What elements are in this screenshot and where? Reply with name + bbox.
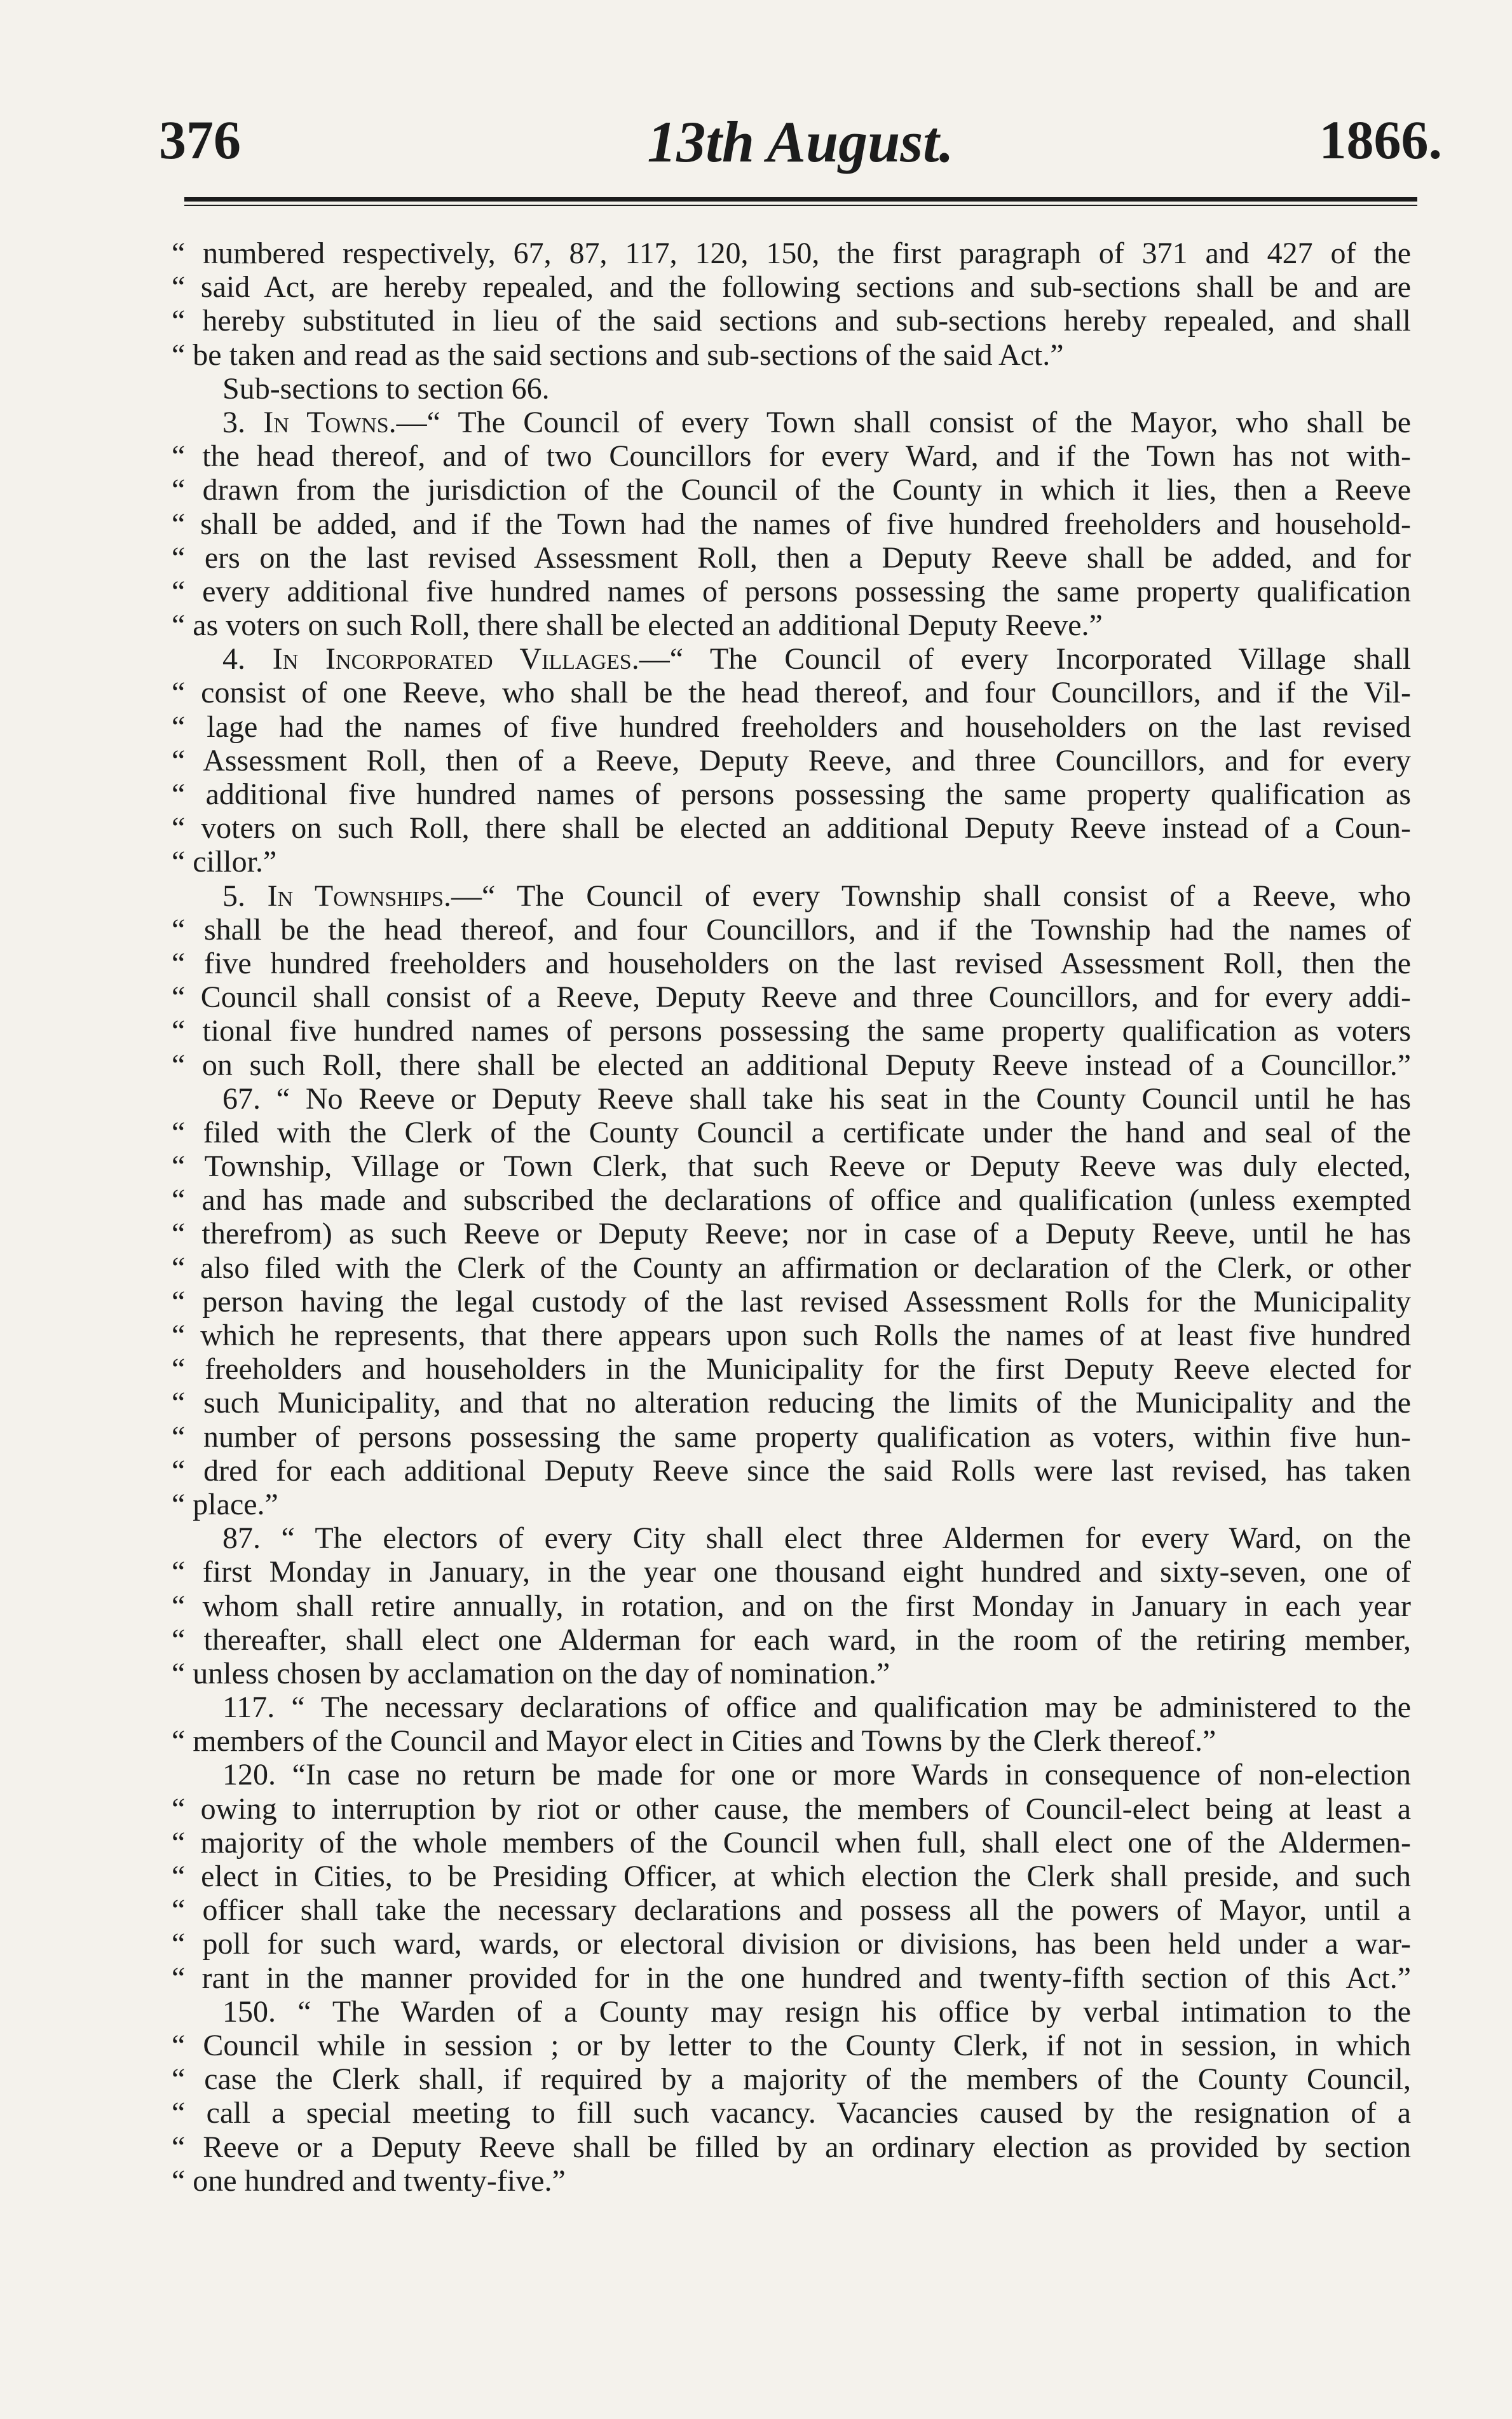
line-text: “ dred for each additional Deputy Reeve since the said Rolls were last revised, has taken xyxy=(172,1453,1411,1488)
header-rule-thin xyxy=(184,205,1417,206)
line-text: .—“ The Council of every Town shall consist of the Mayor, who shall be xyxy=(388,405,1412,439)
text-line xyxy=(172,1285,1411,1319)
page-year: 1866. xyxy=(1319,109,1442,170)
header-rule xyxy=(184,197,1417,202)
line-text: “ tional five hundred names of persons possessing the same property qualification as voters xyxy=(172,1014,1411,1048)
line-text: 117. “ The necessary declarations of office and qualification may be administered to the xyxy=(222,1690,1411,1725)
text-line xyxy=(172,1995,1411,2029)
line-text: “ one hundred and twenty-five.” xyxy=(172,2163,566,2198)
line-text: “ freeholders and householders in the Municipality for the first Deputy Reeve elected for xyxy=(172,1352,1411,1387)
text-line xyxy=(172,913,1411,947)
line-text: “ whom shall retire annually, in rotation, and on the first Monday in January in each year xyxy=(172,1589,1411,1623)
text-line xyxy=(172,270,1411,304)
line-text: “ Council while in session ; or by letter to the County Clerk, if not in session, in which xyxy=(172,2028,1411,2062)
text-line xyxy=(172,845,1411,879)
text-line xyxy=(172,1521,1411,1555)
line-text: “ lage had the names of five hundred freeholders and householders on the last revised xyxy=(172,709,1411,744)
text-line xyxy=(172,372,1411,406)
text-line xyxy=(172,642,1411,676)
text-line xyxy=(172,879,1411,913)
line-text: 87. “ The electors of every City shall elect three Aldermen for every Ward, on the xyxy=(222,1521,1411,1556)
text-line xyxy=(172,1217,1411,1251)
line-text: “ five hundred freeholders and householders on the last revised Assessment Roll, then the xyxy=(172,946,1411,980)
text-line xyxy=(172,541,1411,575)
text-line xyxy=(172,1420,1411,1454)
text-line xyxy=(172,338,1411,372)
section-heading: In Towns xyxy=(263,405,389,439)
text-line xyxy=(172,1690,1411,1724)
text-line xyxy=(172,2062,1411,2096)
line-text: “ and has made and subscribed the declarations of office and qualification (unless exempted xyxy=(172,1183,1411,1217)
text-line xyxy=(172,1183,1411,1217)
line-text: “ which he represents, that there appears upon such Rolls the names of at least five hundred xyxy=(172,1319,1411,1352)
line-text: “ first Monday in January, in the year one thousand eight hundred and sixty-seven, one of xyxy=(172,1555,1411,1589)
text-line xyxy=(172,778,1411,811)
line-text: “ poll for such ward, wards, or electoral division or divisions, has been held under a war- xyxy=(172,1927,1411,1961)
text-line xyxy=(172,2096,1411,2130)
line-text: “ Assessment Roll, then of a Reeve, Deputy Reeve, and three Councillors, and for every xyxy=(172,743,1411,778)
line-text: “ thereafter, shall elect one Alderman for each ward, in the room of the retiring member, xyxy=(172,1622,1411,1657)
text-line xyxy=(172,1555,1411,1589)
text-line xyxy=(172,1961,1411,1995)
text-line xyxy=(172,2029,1411,2062)
line-text: “ every additional five hundred names of persons possessing the same property qualification xyxy=(172,574,1411,608)
text-line xyxy=(172,575,1411,608)
text-line xyxy=(172,1352,1411,1386)
section-heading: In Townships xyxy=(267,879,444,913)
line-text: “ Council shall consist of a Reeve, Deputy Reeve and three Councillors, and for every addi- xyxy=(172,980,1411,1015)
text-line xyxy=(172,1488,1411,1521)
line-text: “ person having the legal custody of the last revised Assessment Rolls for the Municipality xyxy=(172,1284,1411,1319)
text-line xyxy=(172,1589,1411,1623)
text-line xyxy=(172,1623,1411,1657)
line-text: “ such Municipality, and that no alteration reducing the limits of the Municipality and the xyxy=(172,1386,1411,1420)
page-number: 376 xyxy=(159,109,241,170)
text-line xyxy=(172,1319,1411,1352)
text-line xyxy=(172,947,1411,980)
line-text: “ hereby substituted in lieu of the said sections and sub-sections hereby repealed, and shall xyxy=(172,304,1411,338)
text-line xyxy=(172,2130,1411,2164)
line-text: “ consist of one Reeve, who shall be the head thereof, and four Councillors, and if the Vil- xyxy=(172,676,1411,710)
text-line xyxy=(172,1893,1411,1927)
line-text: “ numbered respectively, 67, 87, 117, 120, 150, the first paragraph of 371 and 427 of the xyxy=(172,236,1411,270)
line-text: “ rant in the manner provided for in the one hundred and twenty-fifth section of this Act.” xyxy=(172,1961,1411,1995)
line-text: “ shall be the head thereof, and four Councillors, and if the Township had the names of xyxy=(172,912,1411,947)
line-text: “ ers on the last revised Assessment Roll, then a Deputy Reeve shall be added, and for xyxy=(172,540,1411,575)
line-text: “ shall be added, and if the Town had the names of five hundred freeholders and household- xyxy=(172,507,1411,541)
line-text: “ owing to interruption by riot or other cause, the members of Council-elect being at least a xyxy=(172,1792,1411,1826)
text-line xyxy=(172,1454,1411,1488)
line-text: .—“ The Council of every Incorporated Village shall xyxy=(631,642,1412,676)
line-text: “ case the Clerk shall, if required by a majority of the members of the County Council, xyxy=(172,2062,1411,2097)
line-text: Sub-sections to section 66. xyxy=(222,371,550,406)
text-line xyxy=(172,1386,1411,1420)
line-text: .—“ The Council of every Township shall consist of a Reeve, who xyxy=(444,879,1411,913)
text-line xyxy=(172,1048,1411,1082)
text-line xyxy=(172,1014,1411,1048)
text-line xyxy=(172,304,1411,338)
text-line xyxy=(172,473,1411,507)
line-text: “ voters on such Roll, there shall be elected an additional Deputy Reeve instead of a Coun- xyxy=(172,811,1411,846)
text-line xyxy=(172,2164,1411,2198)
text-line xyxy=(172,710,1411,744)
text-line xyxy=(172,406,1411,439)
line-text: “ drawn from the jurisdiction of the Council of the County in which it lies, then a Reeve xyxy=(172,473,1411,507)
text-line xyxy=(172,1758,1411,1792)
line-text: “ be taken and read as the said sections and sub-sections of the said Act.” xyxy=(172,338,1064,372)
line-text: “ unless chosen by acclamation on the day of nomination.” xyxy=(172,1656,890,1690)
line-text: “ also filed with the Clerk of the County an affirmation or declaration of the Clerk, or other xyxy=(172,1251,1411,1285)
line-text: “ call a special meeting to fill such vacancy. Vacancies caused by the resignation of a xyxy=(172,2096,1411,2130)
text-line xyxy=(172,1792,1411,1826)
text-line xyxy=(172,744,1411,778)
line-text: “ additional five hundred names of persons possessing the same property qualification as xyxy=(172,778,1411,811)
line-text: 150. “ The Warden of a County may resign his office by verbal intimation to the xyxy=(222,1994,1411,2029)
section-number: 5. xyxy=(222,879,268,913)
line-text: “ filed with the Clerk of the County Council a certificate under the hand and seal of the xyxy=(172,1115,1411,1149)
text-line xyxy=(172,1082,1411,1116)
line-text: “ members of the Council and Mayor elect in Cities and Towns by the Clerk thereof.” xyxy=(172,1724,1216,1758)
line-text: “ the head thereof, and of two Councillors for every Ward, and if the Town has not with- xyxy=(172,439,1411,474)
page-header xyxy=(159,108,1442,178)
line-text: “ on such Roll, there shall be elected an additional Deputy Reeve instead of a Councillor.” xyxy=(172,1048,1411,1082)
text-line xyxy=(172,1251,1411,1285)
line-text: “ therefrom) as such Reeve or Deputy Reeve; nor in case of a Deputy Reeve, until he has xyxy=(172,1217,1411,1251)
text-line xyxy=(172,1927,1411,1961)
text-line xyxy=(172,507,1411,541)
line-text: “ said Act, are hereby repealed, and the following sections and sub-sections shall be and are xyxy=(172,270,1411,305)
line-text: “ elect in Cities, to be Presiding Officer, at which election the Clerk shall preside, and such xyxy=(172,1860,1411,1893)
section-number: 4. xyxy=(222,642,273,676)
text-line xyxy=(172,1724,1411,1758)
line-text: “ number of persons possessing the same property qualification as voters, within five hun- xyxy=(172,1420,1411,1454)
text-line xyxy=(172,236,1411,270)
section-number: 3. xyxy=(222,405,264,439)
line-text: “ majority of the whole members of the Council when full, shall elect one of the Aldermen- xyxy=(172,1825,1411,1860)
line-text: “ cillor.” xyxy=(172,845,277,879)
line-text: “ place.” xyxy=(172,1487,278,1521)
text-line xyxy=(172,1826,1411,1860)
text-line xyxy=(172,1116,1411,1149)
line-text: 120. “In case no return be made for one or more Wards in consequence of non-election xyxy=(222,1758,1411,1792)
text-line xyxy=(172,811,1411,845)
line-text: “ Reeve or a Deputy Reeve shall be filled by an ordinary election as provided by section xyxy=(172,2130,1411,2164)
line-text: “ officer shall take the necessary declarations and possess all the powers of Mayor, until a xyxy=(172,1893,1411,1928)
text-line xyxy=(172,608,1411,642)
section-heading: In Incorporated Villages xyxy=(272,642,632,676)
text-line xyxy=(172,1149,1411,1183)
text-line xyxy=(172,980,1411,1014)
text-line xyxy=(172,439,1411,473)
text-line xyxy=(172,676,1411,709)
body-text xyxy=(172,236,1411,2198)
line-text: 67. “ No Reeve or Deputy Reeve shall take his seat in the County Council until he has xyxy=(222,1081,1411,1116)
text-line xyxy=(172,1657,1411,1690)
running-title: 13th August. xyxy=(647,109,954,174)
line-text: “ as voters on such Roll, there shall be elected an additional Deputy Reeve.” xyxy=(172,608,1103,643)
line-text: “ Township, Village or Town Clerk, that such Reeve or Deputy Reeve was duly elected, xyxy=(172,1149,1411,1184)
text-line xyxy=(172,1860,1411,1893)
